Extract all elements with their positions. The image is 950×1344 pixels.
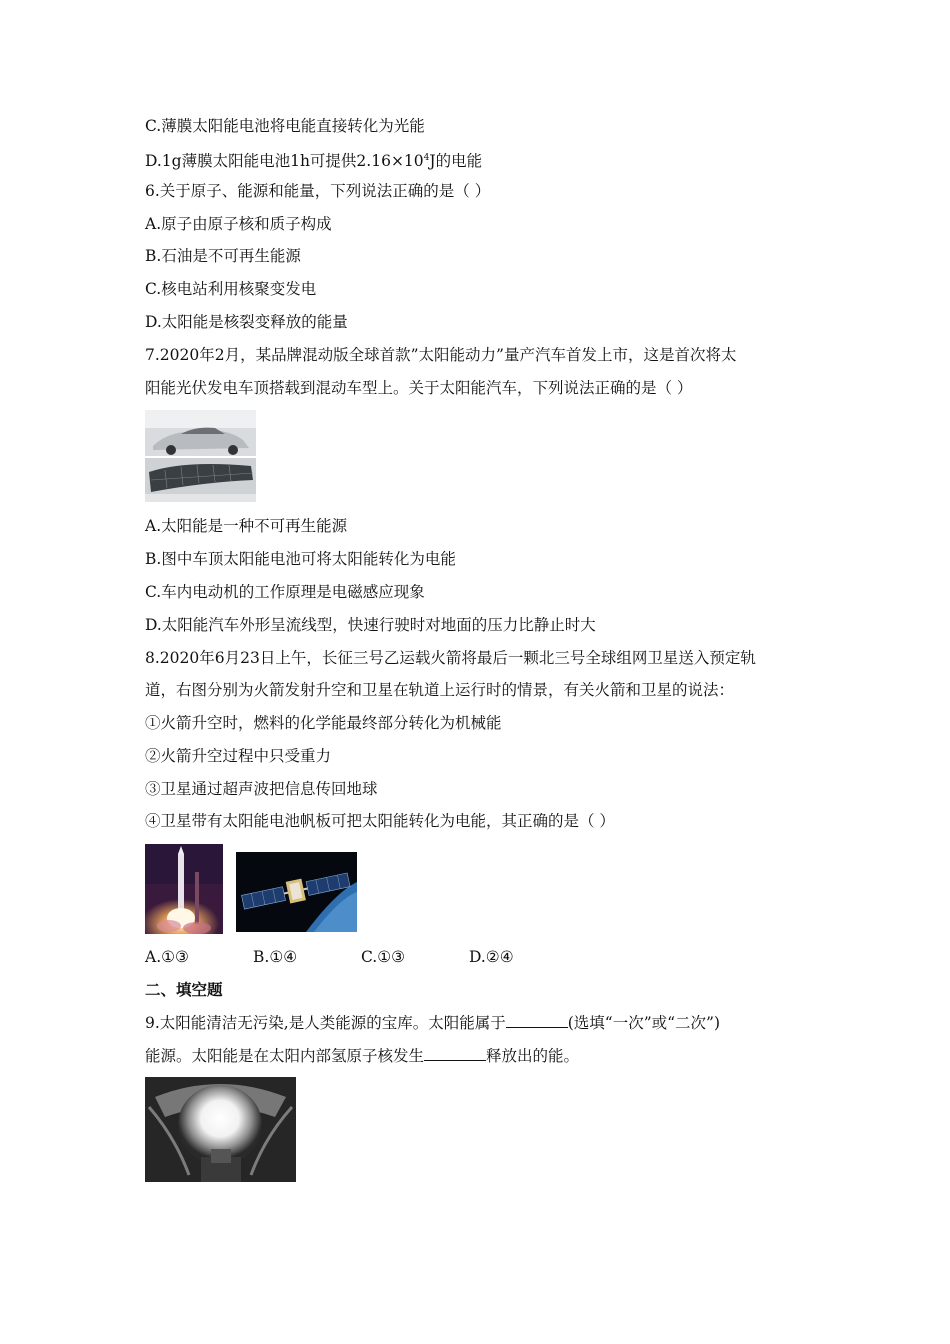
q8-option-c: C.①③ bbox=[361, 948, 406, 966]
q6-option-c: C.核电站利用核聚变发电 bbox=[145, 280, 317, 298]
q5-option-d-text: D.1g薄膜太阳能电池1h可提供2.16×10 bbox=[145, 152, 424, 171]
q8-statement-3: ③卫星通过超声波把信息传回地球 bbox=[145, 780, 378, 798]
q7-option-b: B.图中车顶太阳能电池可将太阳能转化为电能 bbox=[145, 550, 456, 568]
q5-option-d-exponent: 4 bbox=[423, 153, 430, 163]
q9-blank-2[interactable] bbox=[424, 1046, 486, 1061]
q9-stem-text-2: 能源。太阳能是在太阳内部氢原子核发生 bbox=[145, 1047, 425, 1065]
q9-stem-text: 9.太阳能清洁无污染,是人类能源的宝库。太阳能属于 bbox=[145, 1014, 506, 1032]
q8-stem-line2: 道，右图分别为火箭发射升空和卫星在轨道上运行时的情景，有关火箭和卫星的说法： bbox=[145, 681, 735, 699]
q9-blank-1[interactable] bbox=[506, 1013, 568, 1028]
q6-option-b: B.石油是不可再生能源 bbox=[145, 247, 301, 265]
q9-line1 bbox=[145, 1013, 720, 1033]
q7-option-c: C.车内电动机的工作原理是电磁感应现象 bbox=[145, 583, 425, 601]
q6-option-a: A.原子由原子核和质子构成 bbox=[145, 215, 332, 233]
section-title: 二、填空题 bbox=[145, 981, 223, 999]
q7-stem-line2: 阳能光伏发电车顶搭载到混动车型上。关于太阳能汽车，下列说法正确的是（ ） bbox=[145, 379, 693, 397]
q9-line2 bbox=[145, 1046, 579, 1066]
q8-statement-1: ①火箭升空时，燃料的化学能最终部分转化为机械能 bbox=[145, 714, 502, 732]
rocket-launch-photo bbox=[145, 844, 223, 934]
q5-option-d-unit: J的电能 bbox=[429, 152, 483, 171]
sun-photo bbox=[145, 1077, 296, 1182]
q5-option-d bbox=[145, 148, 482, 171]
q8-statement-4: ④卫星带有太阳能电池帆板可把太阳能转化为电能，其正确的是（ ） bbox=[145, 812, 615, 830]
q8-option-b: B.①④ bbox=[253, 948, 298, 966]
car-photo bbox=[145, 410, 256, 502]
q8-stem-line1: 8.2020年6月23日上午，长征三号乙运载火箭将最后一颗北三号全球组网卫星送入预定轨 bbox=[145, 649, 756, 667]
q8-option-d: D.②④ bbox=[469, 948, 514, 966]
q9-stem-tail: 释放出的能。 bbox=[486, 1047, 580, 1065]
q7-option-a: A.太阳能是一种不可再生能源 bbox=[145, 517, 348, 535]
q8-options bbox=[145, 947, 577, 967]
q5-option-c: C.薄膜太阳能电池将电能直接转化为光能 bbox=[145, 117, 425, 135]
q8-option-a: A.①③ bbox=[145, 948, 189, 966]
q9-choice-hint: (选填“一次”或“二次”) bbox=[567, 1014, 721, 1032]
q7-stem-line1: 7.2020年2月，某品牌混动版全球首款”太阳能动力”量产汽车首发上市，这是首次将太 bbox=[145, 346, 737, 364]
q6-stem: 6.关于原子、能源和能量，下列说法正确的是（ ） bbox=[145, 182, 491, 200]
satellite-photo bbox=[236, 852, 357, 932]
q7-option-d: D.太阳能汽车外形呈流线型，快速行驶时对地面的压力比静止时大 bbox=[145, 616, 596, 634]
q6-option-d: D.太阳能是核裂变释放的能量 bbox=[145, 313, 348, 331]
q8-statement-2: ②火箭升空过程中只受重力 bbox=[145, 747, 332, 765]
